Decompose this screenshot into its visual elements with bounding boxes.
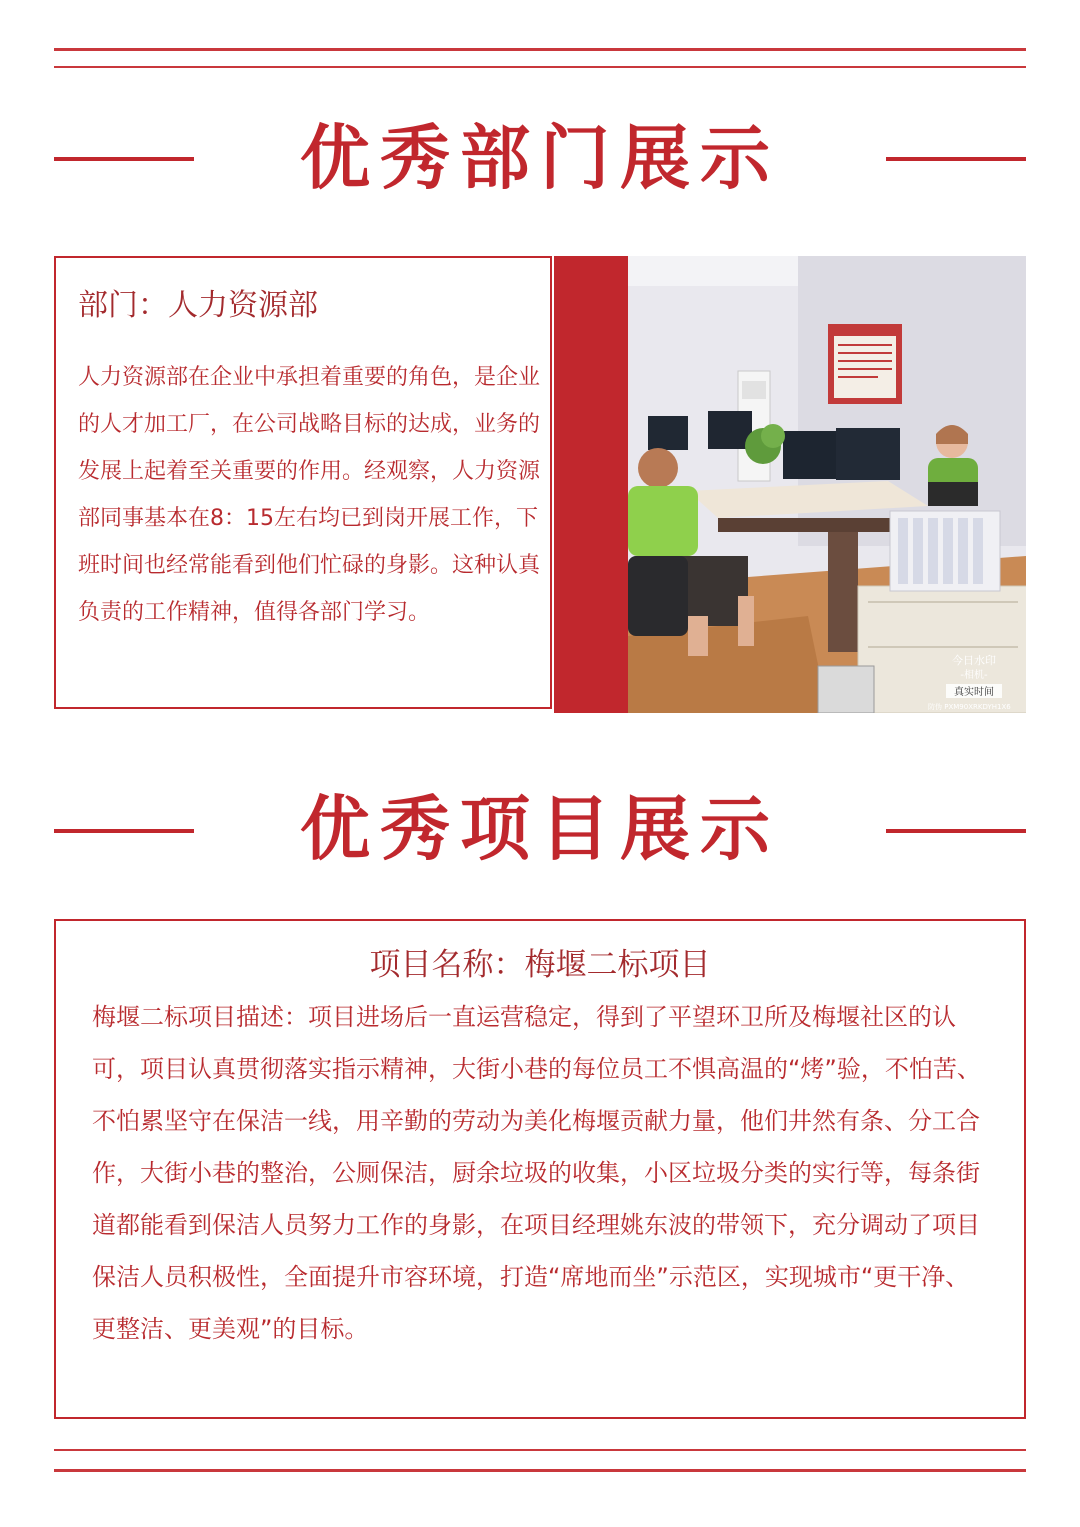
- watermark-camera: -相机-: [960, 670, 988, 681]
- department-heading: 部门：人力资源部: [78, 288, 318, 323]
- section-title-projects: 优秀项目展示: [300, 788, 780, 870]
- project-description: 梅堰二标项目描述：项目进场后一直运营稳定，得到了平望环卫所及梅堰社区的认可，项目认真贯彻落实指示精神，大街小巷的每位员工不惧高温的“烤”验，不怕苦、不怕累坚守在保洁一线，用辛勤的劳动为美化梅堰贡献力量，他们井然有条、分工合作，大街小巷的整治，公厕保洁，厨余垃圾的收集，小区垃圾分类的实行等，每条街道都能看到保洁人员努力工作的身影，在项目经理姚东波的带领下，充分调动了项目保洁人员积极性，全面提升市容环境，打造“席地而坐”示范区，实现城市“更干净、更整洁、更美观”的目标。: [92, 1003, 981, 1343]
- top-rule-2: [54, 66, 1026, 68]
- watermark-realtime: 真实时间: [954, 687, 994, 698]
- bottom-rule-2: [54, 1469, 1026, 1472]
- office-photo: [628, 256, 1026, 713]
- accent-strip: [554, 256, 628, 713]
- bottom-rule-1: [54, 1449, 1026, 1451]
- department-description: 人力资源部在企业中承担着重要的角色，是企业的人才加工厂，在公司战略目标的达成，业务的发展上起着至关重要的作用。经观察，人力资源部同事基本在8：15左右均已到岗开展工作，下班时间也经常能看到他们忙碌的身影。这种认真负责的工作精神，值得各部门学习。: [78, 365, 541, 625]
- project-card: [54, 919, 1026, 1419]
- project-heading: 项目名称：梅堰二标项目: [369, 947, 711, 983]
- title-deco-right-2: [886, 829, 1026, 833]
- watermark-code: 防伪 PXM90XRKDYH1X6: [928, 703, 1011, 711]
- section-title-departments: 优秀部门展示: [300, 117, 780, 199]
- title-deco-right: [886, 157, 1026, 161]
- watermark-brand: 今日水印: [952, 654, 996, 667]
- department-card: [54, 256, 552, 709]
- top-rule-1: [54, 48, 1026, 51]
